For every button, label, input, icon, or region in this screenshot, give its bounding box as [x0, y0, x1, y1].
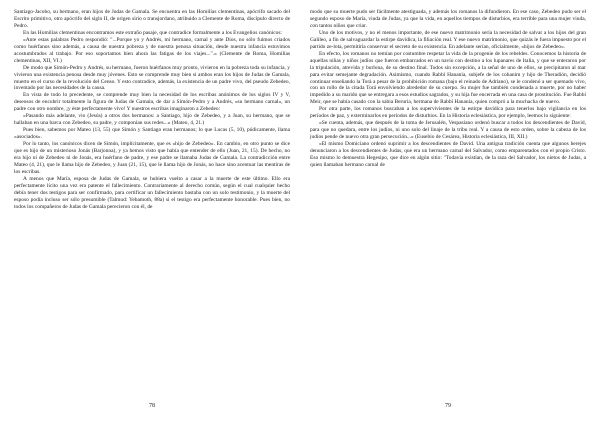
paragraph: Santiago-Jacobo, su hermano, eran hijos de Judas de Gamala. Se encuentra en las Homilías clementinas, apócrifo sacado del Escrito primitivo, otro apócrifo del siglo II, de origen sirio o transjordano, atribuido a Clemente de Roma, discípulo directo de Pedro.: [14, 9, 290, 29]
quote-paragraph: «Pasando más adelante, vio (Jesús) a otros dos hermanos: a Santiago, hijo de Zebedeo, y a Juan, su hermano, que se hallaban en una barca con Zebedeo, su padre, y componían sus redes...» (Mateo, 4, 21.): [14, 113, 290, 127]
quote-paragraph: «Se cuenta, además, que después de la toma de Jerusalén, Vespasiano ordenó buscar a todos los descendientes de David, para que no quedara, entre los judíos, ni uno solo del linaje de la tribu real. Y a causa de esto orden, sobre la cabeza de los judíos pende de nuevo otra gran persecución...» (Eusebio de Cesárea, Historia eclesiástica, III, XII.): [310, 120, 586, 141]
paragraph: En vista de todo lo precedente, se comprende muy bien la necesidad de los escribas anónimos de los siglos IV y V, deseosos de encubrir totalmente la figura de Judas de Gamala, de dar a Simón-Pedro y a Andrés, «su hermano carnal», un padre con otro nombre, ¡y éste perfectamente vivo! Y nuestros escribas imaginaron a Zebedeo:: [14, 92, 290, 113]
left-page-text: [14, 9, 290, 397]
paragraph: A menos que María, esposa de Judas de Gamala, se hubiera vuelto a casar a la muerte de este último. Ello era perfectamente lícito una vez era patente el fallecimiento. Contrariamente al derecho común, según el cual cualquier hecho debía tener dos testigos para ser confirmado, para certificar un fallecimiento bastaba con un solo testimonio, y la muerte del esposo podía incluso ser sólo presumible (Talmud: Yebamoth, 88a) si el testigo era perfectamente honorable. Pues bien, no todos los compañeros de Judas de Gamala perecieron con él, de: [14, 175, 290, 210]
page-number: 78: [149, 403, 155, 409]
paragraph: De modo que Simón-Pedro y Andrés, su hermano, fueron huérfanos muy pronto, vivieron en la pobreza toda su infancia, y vivieron una existencia penosa desde muy jóvenes. Esto se comprende muy bien si ambos eran los hijos de Judas de Gamala, muerto en el curso de la revolución del Censo. Y esto contradice, además, la existencia de un padre vivo, del pseudo Zebedeo, inventado por las necesidades de la causa.: [14, 64, 290, 92]
paragraph: Pues bien, sabemos por Mateo (13, 55) que Simón y Santiago eran hermanos; lo que Lucas (5, 10), púdicamente, llama «asociados».: [14, 127, 290, 141]
right-page: [310, 9, 586, 409]
paragraph: modo que su muerte pudo ser fácilmente atestiguada, y además los romanos la difundieron. En ese caso, Zebedeo pudo ser el segundo esposo de María, viuda de Judas, ya que la vida, en aquellos tiempos de disturbios, era terrible para una mujer viuda, con tantos niños que criar.: [310, 9, 586, 29]
quote-paragraph: «El mismo Domiciano ordenó suprimir a los descendientes de David. Una antigua tradición cuenta que algunos herejes denunciaron a los descendientes de Judas, que era un hermano carnal del Salvador, como emparentados con el propio Cristo. Eso mismo lo demuestra Hegesipo, que dice en algún sitio: "Todavía existían, de la raza del Salvador, los nietos de Judas, a quien llamaban hermano carnal de: [310, 141, 586, 168]
paragraph: En las Homilías clementinas encontramos este extraño pasaje, que contradice formalmente a los Evangelios canónicos:: [23, 29, 282, 36]
paragraph: Uno de los motivos, y no el menos importante, de ese nuevo matrimonio sería la necesidad de salvar a los hijos del gran Galileo, a fin de salvaguardar la estirpe davídica, la filiación real. Y ese nuevo matrimonio, que quizás le fuera impuesto por el partido ze-lota, permitiría conservar el secreto de su existencia. En adelante serían, oficialmente, «hijos de Zebedeo».: [310, 29, 586, 50]
right-page-text: [310, 9, 586, 397]
page-number: 79: [445, 403, 451, 409]
paragraph: Por otra parte, los romanos buscaban a los supervivientes de la estirpe davídica para tenerlos bajo vigilancia en los períodos de paz, y exterminarlos en períodos de disturbios. En la Historia eclesiástica, por ejemplo, leemos lo siguiente:: [310, 106, 586, 120]
paragraph: Por lo tanto, los canónicos dicen de Simón, implícitamente, que es «hijo de Zebedeo». En cambio, en otro punto se dice que es hijo de un misterioso Jonás (Barjonna), y ya hemos visto que había que entender de ello (Juan, 21, 15). De hecho, no era hijo ni de Zebedeo ni de Jonás, era huérfano de padre, y ese padre se llamaba Judas de Gamala. La contradicción entre Mateo (4, 21), que le llama hijo de Zebedeo, y Juan (21, 15), que le llama hijo de Jonás, no hace sino acentuar las mentiras de los escribas.: [14, 141, 290, 175]
quote-paragraph: «Ante estas palabras Pedro respondió: "...Porque yo y Andrés, mi hermano, carnal y ante Dios, no sólo fuimos criados como huérfanos sino además, a causa de nuestra pobreza y de nuestra penosa situación, desde nuestra infancia estuvimos acostumbrados al trabajo. Por eso soportamos bien ahora las fatigas de los viajes...".» (Clemente de Roma, Homilías clementinas, XII, VI.): [14, 36, 290, 64]
left-page: [14, 9, 290, 409]
paragraph: En efecto, los romanos no temían por costumbre respetar la vida de la progenie de los rebeldes. Conocemos la historia de aquellas niñas y niños judíos que fueron embarcados en un navío con destino a los lupanares de Italia, y que se enteraron por la tripulación, atrevida y burlona, de su destino final. Todos sin excepción, a la señal de uno de ellos, se precipitaron al mar para evitar semejante degradación. Asimismo, cuando Rabbí Hananía, subjefe de los cohanim y hijo de Theradión, decidió continuar enseñando la Torá a pesar de la prohibición romana (bajo el reinado de Adriano), se le condenó a ser quemado vivo, con un rollo de la citada Torá envolviendo alrededor de su cuerpo. Su mujer fue también condenada a muerte, por no haber impedido a su marido que se entregara a esos estudios sagrados, y su hija fue encerrada en una casa de prostitución. Fue Rabbí Meir, que se había casado con la sabia Beruria, hermana de Rabbí Hanania, quien compró a la muchacha de nuevo.: [310, 50, 586, 106]
